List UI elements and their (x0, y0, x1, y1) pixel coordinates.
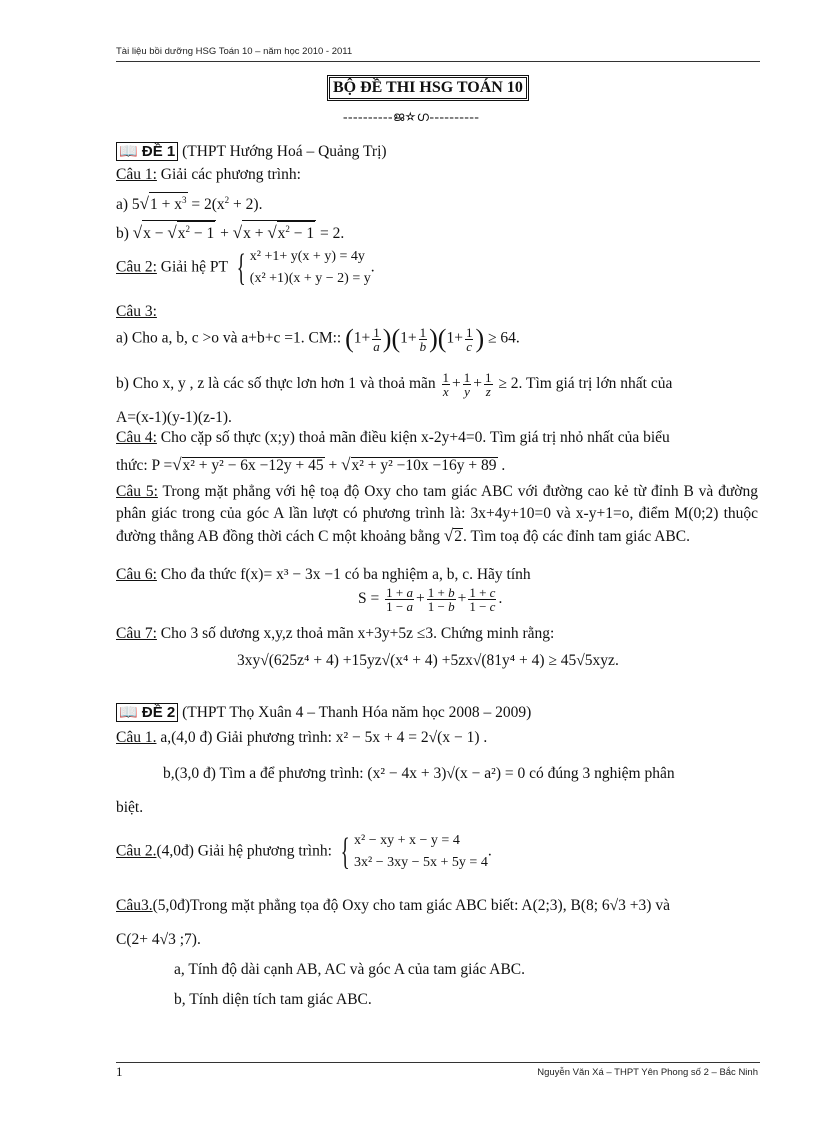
de1-cau4-text: Cho cặp số thực (x;y) thoả mãn điều kiện x-2y+4=0. Tìm giá trị nhỏ nhất của biểu (156, 429, 670, 446)
de1-cau3a-end: ≥ 64. (484, 329, 520, 347)
de1-cau1-text: Giải các phương trình: (156, 166, 301, 183)
de1-label-text: ĐỀ 1 (141, 143, 176, 160)
de2-cau2-label: Câu 2. (116, 842, 157, 860)
de1-cau5-end: . Tìm toạ độ các đỉnh tam giác ABC. (462, 528, 690, 545)
de2-cau2-eq1: x² − xy + x − y = 4 (354, 833, 460, 848)
de1-cau6-text: Cho đa thức f(x)= x³ − 3x −1 có ba nghiệm a, b, c. Hãy tính (156, 566, 531, 583)
de1-cau6-S: S = $\frac{1 + a}{1 - a}$ + $\frac{1 + b}{1 - b}$ + $\frac{1 + c}{1 - c}$ . (358, 585, 503, 614)
de1-cau7 (116, 625, 554, 643)
de2-cau1-text: a,(4,0 đ) Giải phương trình: x² − 5x + 4 = 2√(x − 1) . (156, 729, 488, 746)
footer-rule (116, 1062, 760, 1063)
de1-cau1a: a) $5√1 + x^3 = 2(x^2 + 2)$. (116, 194, 263, 213)
de1-cau7-label: Câu 7: (116, 625, 157, 642)
de2-cau3b: b, Tính diện tích tam giác ABC. (174, 991, 372, 1008)
de2-cau1 (116, 729, 487, 747)
de1-cau1a-prefix: a) 5 (116, 196, 140, 213)
title-ornament: ----------ജ✫ഗ---------- (343, 109, 480, 124)
de1-cau6-S-label: S = (358, 590, 380, 608)
de1-cau1a-rad: 1 + x (150, 196, 183, 213)
de2-cau3 (116, 897, 670, 915)
de1-cau1-label: Câu 1: (116, 166, 157, 183)
de1-cau5-label: Câu 5: (116, 483, 158, 500)
de1-label (116, 142, 178, 161)
de1-cau1a-end: + 2). (229, 196, 263, 213)
de1-cau4 (116, 429, 756, 447)
de1-cau5: Câu 5: Trong mặt phẳng với hệ toạ độ Oxy cho tam giác ABC với đường cao kẻ từ đỉnh B và đường phân giác trong của góc A lần lượt có phương trình là: 3x+4y+10=0 và x-y+1=o, điểm M(0;2) thuộc đường thẳng AB đồng thời cách C một khoảng bằng √2. Tìm toạ độ các đỉnh tam giác ABC. (116, 483, 758, 545)
de1-cau3-label: Câu 3: (116, 303, 157, 320)
de1-cau4-rad1: x² + y² − 6x −12y + 45 (182, 457, 324, 474)
book-icon: 📖 (119, 704, 138, 721)
de2-heading (116, 703, 531, 722)
de1-cau2-eq2: (x² +1)(x + y − 2) = y (249, 271, 371, 286)
page-header: Tài liệu bồi dưỡng HSG Toán 10 – năm học 2010 - 2011 (116, 46, 353, 57)
de1-cau2-label: Câu 2: (116, 258, 157, 276)
de2-cau2-text: (4,0đ) Giải hệ phương trình: (156, 842, 332, 860)
book-icon: 📖 (119, 143, 138, 160)
de2-source: (THPT Thọ Xuân 4 – Thanh Hóa năm học 2008 – 2009) (182, 704, 532, 721)
de2-cau1b: b,(3,0 đ) Tìm a để phương trình: (x² − 4x + 3)√(x − a²) = 0 có đúng 3 nghiệm phân (163, 765, 675, 782)
de1-cau3b-end: ≥ 2. Tìm giá trị lớn nhất của (494, 375, 673, 393)
de1-cau4-rad2: x² + y² −10x −16y + 89 (351, 457, 497, 474)
de2-cau2: Câu 2.(4,0đ) Giải hệ phương trình: { x² − xy + x − y = 4 3x² − 3xy − 5x + 5y = 4 . (116, 831, 492, 873)
de1-cau7-eq: 3xy√(625z⁴ + 4) +15yz√(x⁴ + 4) +5zx√(81y⁴ + 4) ≥ 45√5xyz. (237, 652, 619, 669)
de1-cau3a-text: a) Cho a, b, c >o và a+b+c =1. CM:: (116, 329, 342, 347)
de1-cau3b-text: b) Cho x, y , z là các số thực lơn hơn 1 và thoả mãn (116, 375, 436, 393)
de2-cau3-text: (5,0đ)Trong mặt phẳng tọa độ Oxy cho tam giác ABC biết: A(2;3), B(8; 6√3 +3) và (152, 897, 670, 914)
de1-cau2-text: Giải hệ PT (156, 258, 228, 276)
de1-cau3b: b) Cho x, y , z là các số thực lơn hơn 1 và thoả mãn $\frac{1}{x}$ + $\frac{1}{y}$ + $\frac{1}{z}$ ≥ 2. Tìm giá trị lớn nhất của (116, 370, 673, 399)
de1-cau1a-rest: = 2(x (187, 196, 225, 213)
de1-heading (116, 142, 387, 161)
document-title: BỘ ĐỀ THI HSG TOÁN 10 (329, 77, 527, 99)
de1-cau1b-eq: = 2. (316, 225, 345, 242)
de2-cau2-eq2: 3x² − 3xy − 5x + 5y = 4 (354, 855, 488, 870)
de1-cau6 (116, 566, 531, 584)
de1-cau2: Câu 2: Giải hệ PT { x² +1+ y(x + y) = 4y (x² +1)(x + y − 2) = y . (116, 247, 375, 289)
de2-cau1b-line2: biệt. (116, 799, 144, 816)
de1-cau5-text: Trong mặt phẳng với hệ toạ độ Oxy cho tam giác ABC với đường cao kẻ từ đỉnh B và đường phân giác trong của góc A lần lượt có phương trình là: 3x+4y+10=0 và x-y+1=o, điểm M(0;2) thuộc đường thẳng AB đồng thời cách C một khoảng bằng (116, 483, 758, 545)
de1-cau3a: a) Cho a, b, c >o và a+b+c =1. CM:: (1+ $\frac{1}{a}$ )(1+ $\frac{1}{b}$ )(1+ $\frac{1}{c}$ ) ≥ 64. (116, 324, 520, 354)
de2-cau1-label: Câu 1. (116, 729, 157, 746)
de1-cau1 (116, 166, 301, 184)
de1-cau6-label: Câu 6: (116, 566, 157, 583)
de1-cau4-label: Câu 4: (116, 429, 157, 446)
de1-cau1b: b) $√x - √x^2 - 1 + √x + √x^2 - 1 = 2$. (116, 220, 344, 243)
de1-cau3b-line2: A=(x-1)(y-1)(z-1). (116, 409, 232, 426)
de1-cau1b-prefix: b) (116, 225, 129, 242)
page-footer: Nguyễn Văn Xá – THPT Yên Phong số 2 – Bắc Ninh (537, 1067, 758, 1078)
de1-cau4-line2: thức: P =√x² + y² − 6x −12y + 45 + √x² + y² −10x −16y + 89 . (116, 455, 506, 474)
header-rule (116, 61, 760, 62)
de2-cau3-label: Câu3. (116, 897, 153, 914)
de1-cau4-prefix: thức: P = (116, 457, 173, 474)
page-number: 1 (116, 1064, 123, 1079)
de2-cau3-line2: C(2+ 4√3 ;7). (116, 931, 201, 948)
de2-cau3a: a, Tính độ dài cạnh AB, AC và góc A của tam giác ABC. (174, 961, 525, 978)
de1-source: (THPT Hướng Hoá – Quảng Trị) (182, 143, 387, 160)
de2-label-text: ĐỀ 2 (141, 704, 176, 721)
de1-cau2-eq1: x² +1+ y(x + y) = 4y (249, 249, 365, 264)
de1-cau7-text: Cho 3 số dương x,y,z thoả mãn x+3y+5z ≤3. Chứng minh rằng: (156, 625, 555, 642)
de2-label (116, 703, 178, 722)
